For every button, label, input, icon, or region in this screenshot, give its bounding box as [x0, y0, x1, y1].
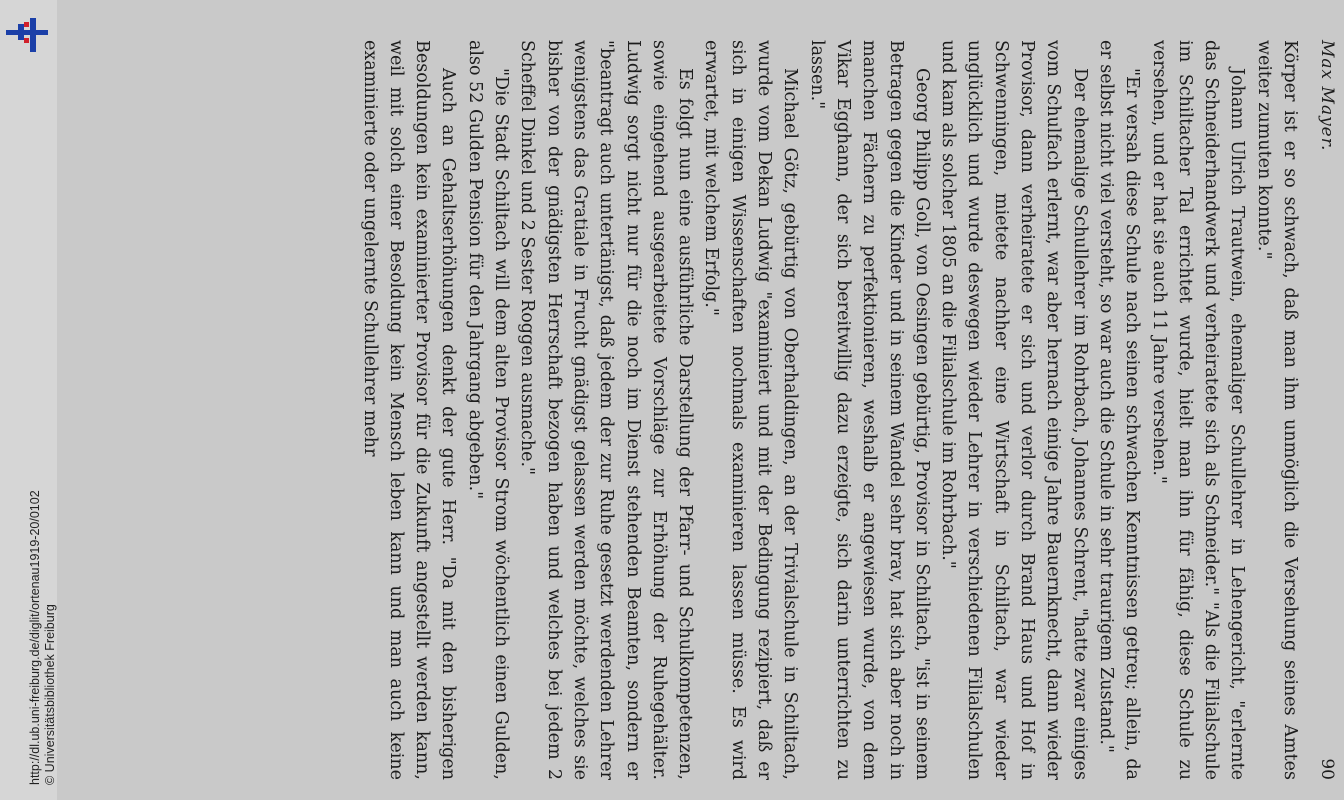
document-page — [237, 40, 1337, 780]
copyright-notice: © Universitätsbibliothek Freiburg — [43, 604, 57, 785]
paragraph: "Die Stadt Schiltach will dem alten Provisor Strom wöchentlich einen Gulden, also 52 Gulden Pension für den Jahrgang abgeben." — [464, 40, 512, 780]
running-head: Max Mayer. — [1317, 40, 1337, 152]
paragraph: Es folgt nun eine ausführliche Darstellung der Pfarr- und Schulkompetenzen, sowie eingehend ausgearbeitete Vorschläge zur Erhöhung der Ruhegehälter. Ludwig sorgt nicht nur für die noch im Dienst stehenden Beamten, sondern er "beantragt auch untertänigst, daß jedem der zur Ruhe gesetzt werdenden Lehrer wenigstens das Gratiale in Frucht gnädigst gelassen werden möchte, welches sie bisher von der gnädigsten Herrschaft bezogen haben und welches bei jedem 2 Scheffel Dinkel und 2 Sester Roggen ausmache." — [517, 40, 696, 780]
paragraph: Johann Ulrich Trautwein, ehemaliger Schullehrer in Lehengericht, "erlernte das Schneiderhandwerk und verheiratete sich als Schneider." "Als die Filialschule im Schiltacher Tal errichtet wurde, hielt man ihn für fähig, diese Schule zu versehen, und er hat sie auch 11 Jahre versehen." — [1148, 40, 1248, 780]
viewer-sidebar — [0, 0, 57, 800]
page-header — [1303, 40, 1337, 780]
scanned-page-area — [57, 0, 1344, 800]
library-logo-icon — [6, 18, 48, 52]
page-number: 90 — [1317, 758, 1337, 780]
paragraph: Körper ist er so schwach, daß man ihm unmöglich die Versehung seines Amtes weiter zumuten konnte." — [1253, 40, 1300, 780]
paragraph: Michael Götz, gebürtig von Oberhaldingen, an der Trivialschule in Schiltach, wurde vom Dekan Ludwig "examiniert und mit der Bedingung rezipiert, daß er sich in einigen Wissenschaften nochmals examinieren lassen müsse. Es wird erwartet, mit welchem Erfolg." — [701, 40, 801, 780]
page-body — [356, 40, 1303, 780]
paragraph: "Er versah diese Schule nach seinen schwachen Kenntnissen getreu; allein, da er selbst nicht viel versteht, so war auch die Schule in sehr traurigem Zustand." — [1095, 40, 1143, 780]
source-url[interactable]: http://dl.ub.uni-freiburg.de/diglit/ortenau1919-20/0102 — [28, 490, 42, 785]
paragraph: Georg Philipp Goll, von Oesingen gebürtig, Provisor in Schiltach, "ist in seinem Betragen gegen die Kinder und in seinem Wandel sehr brav, hat sich aber noch in manchen Fächern zu perfektionieren, weshalb er angewiesen wurde, von dem Vikar Egghann, der sich bereitwillig dazu erzeigte, sich darin unterrichten zu lassen." — [806, 40, 932, 780]
paragraph: Der ehemalige Schullehrer im Rohrbach, Johannes Schrent, "hatte zwar einiges vom Schulfach erlernt, war aber hernach einige Jahre Bauernknecht, dann wieder Provisor, dann verheiratete er sich und verlor durch Brand Haus und Hof in Schwenningen, mietete nachher eine Wirtschaft in Schiltach, war wieder unglücklich und wurde deswegen wieder Lehrer in verschiedenen Filialschulen und kam als solcher 1805 an die Filialschule im Rohrbach." — [938, 40, 1090, 780]
paragraph: Auch an Gehaltserhöhungen denkt der gute Herr. "Da mit den bisherigen Besoldungen kein examinierter Provisor für die Zukunft angestellt werden kann, weil mit solch einer Besoldung kein Mensch leben kann und man auch keine examinierte oder ungelernte Schullehrer mehr — [359, 40, 459, 780]
source-credit — [28, 490, 58, 785]
